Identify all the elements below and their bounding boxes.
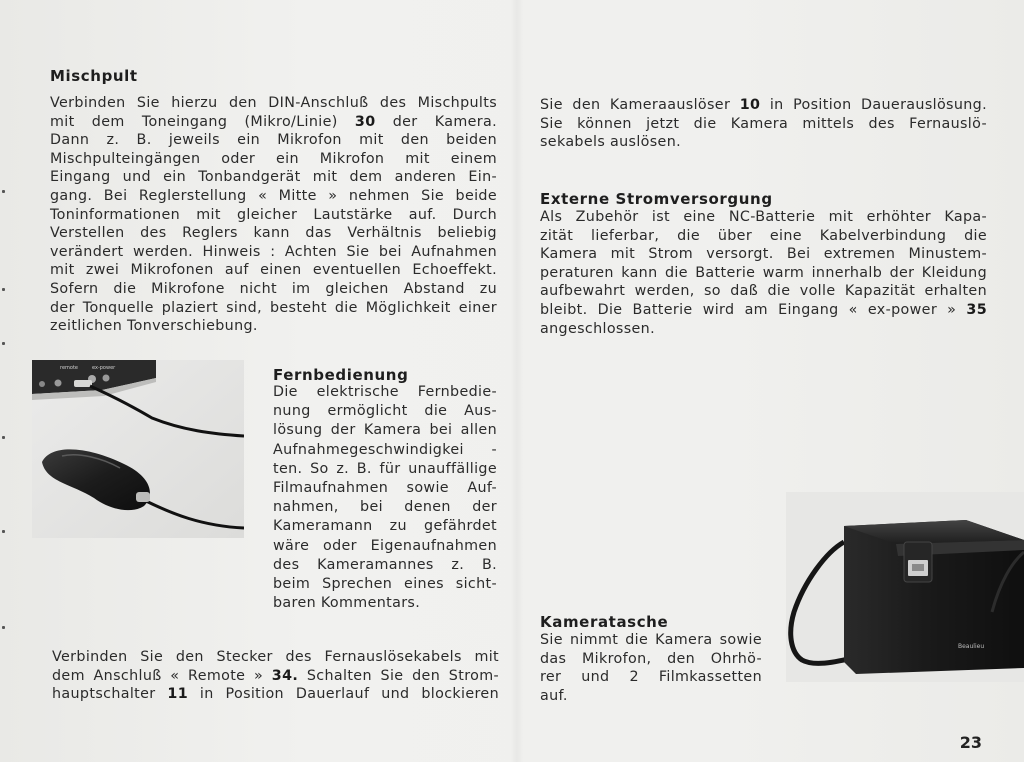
panel-socket xyxy=(103,375,110,382)
paragraph-stromversorgung xyxy=(540,208,987,338)
continuation-text: in Position Dauerauslösung. xyxy=(760,97,987,113)
mischpult-line: zeitlichen Tonverschiebung. xyxy=(50,318,258,335)
remote-strain-relief xyxy=(136,492,150,502)
paragraph-continuation xyxy=(540,96,987,152)
anschluss-text: dem Anschluß « Remote » xyxy=(52,667,272,684)
anschluss-line xyxy=(52,667,499,686)
panel-socket xyxy=(39,381,45,387)
fernbedienung-line: wäre oder Eigenaufnahmen xyxy=(273,537,497,554)
continuation-line: sekabels auslösen. xyxy=(540,134,682,151)
kameratasche-line: das Mikrofon, den Ohrhö- xyxy=(540,650,762,667)
kameratasche-line: rer und 2 Filmkassetten xyxy=(540,669,762,686)
mischpult-line: der Tonquelle plaziert sind, besteht die Möglichkeit einer xyxy=(50,299,497,316)
anschluss-text: in Position Dauerlauf und blockieren xyxy=(188,686,499,703)
fernbedienung-line: ten. So z. B. für unauffällige xyxy=(273,460,497,477)
fernbedienung-line: lösung der Kamera bei allen xyxy=(273,422,497,439)
continuation-line: Sie können jetzt die Kamera mittels des Fernauslö- xyxy=(540,115,987,132)
fernbedienung-line: Filmaufnahmen sowie Auf- xyxy=(273,480,497,497)
paragraph-fernbedienung-anschluss xyxy=(52,648,499,704)
remote-control-illustration xyxy=(32,360,244,538)
mischpult-line: Verbinden Sie hierzu den DIN-Anschluß des Mischpults xyxy=(50,95,497,111)
heading-mischpult: Mischpult xyxy=(50,67,138,85)
mischpult-line: Mischpulteingängen oder ein Mikrofon mit einem xyxy=(50,150,497,167)
paragraph-fernbedienung xyxy=(273,383,497,613)
mischpult-line: Sofern die Mikrofone nicht im gleichen Abstand zu xyxy=(50,280,497,297)
bag-brand-label: Beaulieu xyxy=(958,643,985,650)
continuation-line xyxy=(540,96,987,115)
cable-plug xyxy=(74,380,92,387)
fernbedienung-line: des Kameramannes z. B. xyxy=(273,556,497,573)
fernbedienung-line: Die elektrische Fernbedie- xyxy=(273,384,497,400)
fernbedienung-line: Kameramann zu gefährdet xyxy=(273,518,497,535)
kameratasche-line: auf. xyxy=(540,687,568,704)
mischpult-line: verändert werden. Hinweis : Achten Sie bei Aufnahmen xyxy=(50,243,497,260)
page-number: 23 xyxy=(959,733,982,752)
mischpult-line: gang. Bei Reglerstellung « Mitte » nehmen Sie beide xyxy=(50,187,497,204)
strom-line: Kamera mit Strom versorgt. Bei extremen Minustem- xyxy=(540,246,987,263)
ref-number-34: 34. xyxy=(271,667,299,684)
ref-number-11: 11 xyxy=(167,686,188,703)
fernbedienung-line: baren Kommentars. xyxy=(273,595,421,612)
strom-line xyxy=(540,301,987,320)
mischpult-line: Toninformationen mit gleicher Lautstärke auf. Durch xyxy=(50,206,497,223)
strom-text: bleibt. Die Batterie wird am Eingang « ex-power » xyxy=(540,301,967,318)
anschluss-text: hauptschalter xyxy=(52,686,168,703)
continuation-text: Sie den Kameraauslöser xyxy=(540,97,740,113)
photo-remote-control xyxy=(32,360,244,538)
fernbedienung-line: nung ermöglicht die Aus- xyxy=(273,403,497,420)
mischpult-line: Dann z. B. jeweils ein Mikrofon mit den beiden xyxy=(50,132,497,149)
strom-line: peraturen kann die Batterie warm innerhalb der Kleidung xyxy=(540,264,987,281)
panel-socket xyxy=(55,380,62,387)
camera-bag-illustration xyxy=(786,492,1024,682)
strom-line: angeschlossen. xyxy=(540,320,655,337)
bag-clasp-detail xyxy=(912,564,924,571)
kameratasche-line: Sie nimmt die Kamera sowie xyxy=(540,632,762,648)
paragraph-mischpult xyxy=(50,94,497,336)
photo-camera-bag xyxy=(786,492,1024,682)
panel-label-ex-power: ex-power xyxy=(92,365,116,371)
ref-number-30: 30 xyxy=(354,113,376,130)
panel-label-remote: remote xyxy=(60,365,78,371)
ref-number-35: 35 xyxy=(966,301,987,318)
heading-fernbedienung: Fernbedienung xyxy=(273,366,409,384)
anschluss-line xyxy=(52,685,499,704)
strom-line: zität lieferbar, die über eine Kabelverbindung die xyxy=(540,227,987,244)
fernbedienung-line: beim Sprechen eines sicht- xyxy=(273,576,497,593)
fernbedienung-line: Aufnahmegeschwindigkei - xyxy=(273,441,497,458)
heading-stromversorgung: Externe Stromversorgung xyxy=(540,190,773,208)
mischpult-line: Verstellen des Reglers kann das Verhältnis beliebig xyxy=(50,225,497,242)
strom-line: aufbewahrt werden, so daß die volle Kapazität erhalten xyxy=(540,283,987,300)
heading-kameratasche: Kameratasche xyxy=(540,613,669,631)
fernbedienung-line: nahmen, bei denen der xyxy=(273,499,497,516)
mischpult-line: Eingang und ein Tonbandgerät mit dem anderen Ein- xyxy=(50,169,497,186)
ref-number-10: 10 xyxy=(739,97,761,113)
paragraph-kameratasche xyxy=(540,631,762,705)
anschluss-text: Schalten Sie den Strom- xyxy=(298,667,499,684)
book-gutter xyxy=(510,0,524,762)
anschluss-line: Verbinden Sie den Stecker des Fernauslösekabels mit xyxy=(52,649,499,665)
mischpult-line: mit zwei Mikrofonen auf einen eventuellen Echoeffekt. xyxy=(50,262,497,279)
strom-line: Als Zubehör ist eine NC-Batterie mit erhöhter Kapa- xyxy=(540,209,987,225)
mischpult-line-with-number: mit dem Toneingang (Mikro/Linie) 30 der Kamera. xyxy=(50,113,497,130)
